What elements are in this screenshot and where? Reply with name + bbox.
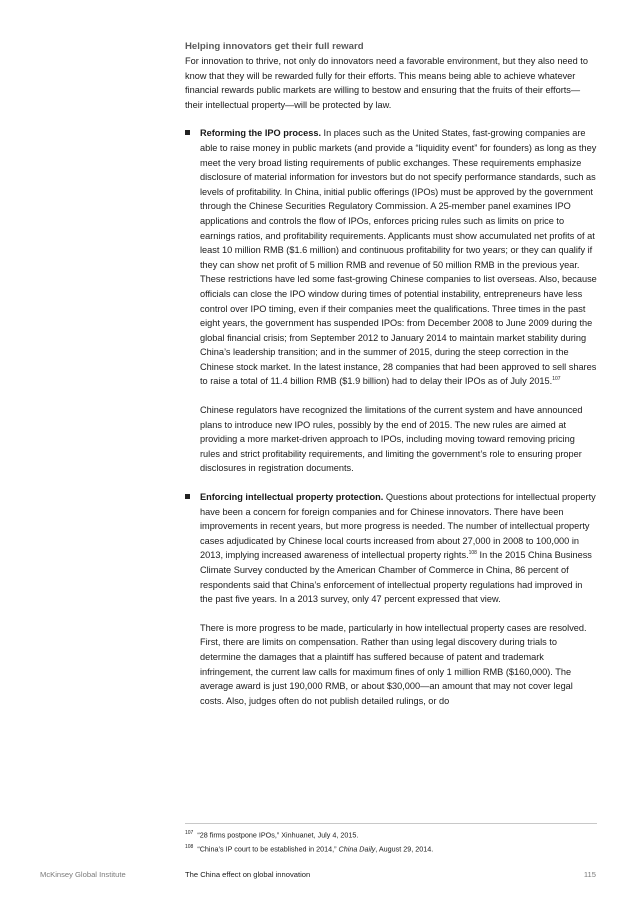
bullet-ip-paragraph	[200, 490, 597, 607]
footnote-tail: , August 29, 2014.	[375, 844, 434, 854]
footnote-publication: China Daily	[338, 844, 376, 854]
footnote-text: “China’s IP court to be established in 2014,”	[197, 844, 339, 854]
bullet-ipo-body: In places such as the United States, fast-growing companies are able to raise money in public markets (and provide a “liquidity event” for founders) as long as they meet the very broad listing requirements of public exchanges. These requirements emphasize disclosure of material information for investors but do not specify performance standards, such as levels of profitability. In China, initial public offerings (IPOs) must be approved by the government through the Chinese Securities Regulatory Commission. A 25-member panel examines IPO applications and controls the flow of IPOs, enforces pricing rules such as limits on price to earnings ratios, and profitability requirements. Applicants must show accumulated net profits of at least 10 million RMB ($1.6 million) and continuous profitability for two years; or they can qualify if they can show net profit of 5 million RMB and revenue of 50 million RMB in the previous year. These restrictions have led some fast-growing Chinese companies to list overseas. Also, because officials can close the IPO window during times of potential instability, entrepreneurs have less control over IPO timing, even if their companies meet the qualifications. Three times in the past eight years, the government has suspended IPOs: from December 2008 to June 2009 during the global financial crisis; from September 2012 to January 2014 to maintain market stability during China’s leadership transition; and in the summer of 2015, during the steep correction in the Chinese stock market. In the latest instance, 28 companies that had been approved to sell shares to raise a total of 11.4 billion RMB ($1.9 billion) had to delay their IPOs as of July 2015.	[200, 128, 597, 387]
footer-organization: McKinsey Global Institute	[40, 870, 126, 879]
bullet-ipo-paragraph	[200, 126, 597, 389]
bullet-square-icon	[185, 130, 190, 135]
bullet-ip-protection	[185, 490, 597, 708]
page-number: 115	[583, 870, 596, 879]
footnote-ref-108[interactable]: 108	[468, 550, 477, 557]
footnote-107	[185, 827, 605, 841]
footnote-ref-107[interactable]: 107	[552, 376, 561, 383]
bullet-ip-body-b: In the 2015 China Business Climate Survey conducted by the American Chamber of Commerce in China, 86 percent of respondents said that China’s enforcement of intellectual property regulations had improved in the past five years. In a 2013 survey, only 47 percent expressed that view.	[200, 550, 592, 605]
section-heading: Helping innovators get their full reward	[185, 41, 364, 52]
bullet-ip-followup: There is more progress to be made, particularly in how intellectual property cases are resolved. First, there are limits on compensation. Rather than using legal discovery during trials to determine the damages that a plaintiff has suffered because of patent and trademark infringement, the current law calls for maximum fines of only 1 million RMB ($160,000). The average award is just 190,000 RMB, or about $30,000—an amount that may not cover legal costs. Also, judges often do not publish detailed rulings, or do	[200, 622, 587, 706]
intro-paragraph: For innovation to thrive, not only do innovators need a favorable environment, but they also need to know that they will be rewarded fully for their efforts. This means being able to achieve whatever financial rewards public markets are willing to bestow and ensuring that the fruits of their efforts—their intellectual property—will be protected by law.	[185, 56, 588, 110]
footnote-divider	[185, 823, 597, 824]
footer-report-title: The China effect on global innovation	[185, 870, 311, 879]
bullet-ipo-reform	[185, 126, 597, 476]
main-content	[185, 40, 597, 708]
footnote-108	[185, 841, 605, 855]
footnotes	[185, 827, 605, 856]
bullet-ipo-title: Reforming the IPO process.	[200, 128, 321, 139]
footnote-text: “28 firms postpone IPOs,” Xinhuanet, July 4, 2015.	[197, 830, 359, 840]
bullet-square-icon	[185, 494, 190, 499]
bullet-ip-body-a: Questions about protections for intellectual property have been a concern for foreign companies and for Chinese innovators. There have been improvements in recent years, but more progress is needed. The number of intellectual property cases adjudicated by Chinese local courts increased from about 27,000 in 2008 to 100,000 in 2013, implying increased awareness of intellectual property rights.	[200, 492, 596, 561]
footnote-number: 107	[185, 830, 194, 836]
bullet-ipo-followup: Chinese regulators have recognized the limitations of the current system and have announced plans to introduce new IPO rules, possibly by the end of 2015. The new rules are aimed at providing a more market-driven approach to IPOs, including moving toward removing pricing rules and strict profitability requirements, and limiting the government’s role to ensuring proper disclosures in registration documents.	[200, 405, 583, 474]
bullet-ip-title: Enforcing intellectual property protection.	[200, 492, 384, 503]
footnote-number: 108	[185, 844, 194, 851]
